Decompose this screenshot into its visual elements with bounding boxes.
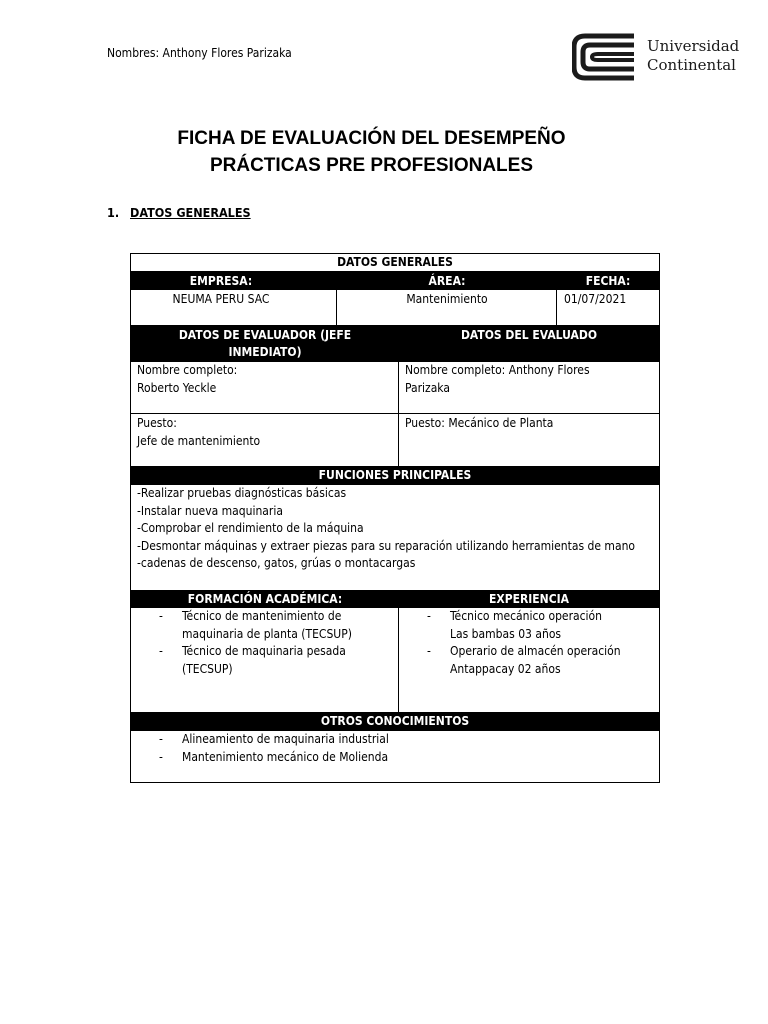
evaluated-name-line-1: Nombre completo: Anthony Flores: [405, 363, 590, 377]
empresa-value: NEUMA PERU SAC: [172, 292, 270, 306]
education-item: - Técnico de maquinaria pesada (TECSUP): [131, 643, 398, 678]
form-top-header: DATOS GENERALES: [337, 255, 453, 269]
other-knowledge-list: [131, 731, 659, 766]
fecha-value: 01/07/2021: [564, 292, 627, 306]
evaluated-position: Puesto: Mecánico de Planta: [405, 416, 554, 430]
evaluator-name-value: Roberto Yeckle: [137, 380, 217, 395]
other-knowledge-item: - Alineamiento de maquinaria industrial: [131, 731, 659, 749]
area-label: ÁREA:: [428, 274, 466, 288]
area-value: Mantenimiento: [406, 292, 488, 306]
education-list: [131, 608, 398, 678]
empresa-label: EMPRESA:: [189, 274, 253, 288]
logo-mark-icon: [572, 33, 636, 81]
student-name: Nombres: Anthony Flores Parizaka: [107, 46, 292, 60]
page-title-line-1: FICHA DE EVALUACIÓN DEL DESEMPEÑO: [177, 128, 566, 149]
university-logo: [572, 33, 744, 81]
evaluated-header: DATOS DEL EVALUADO: [460, 328, 598, 342]
evaluator-position: [137, 415, 260, 450]
experience-list: [399, 608, 659, 678]
other-knowledge-item: - Mantenimiento mecánico de Molienda: [131, 749, 659, 767]
evaluator-name-label: Nombre completo:: [137, 363, 238, 377]
evaluator-position-value: Jefe de mantenimiento: [137, 433, 261, 448]
logo-line-1: Universidad: [647, 37, 740, 55]
experience-item: - Operario de almacén operación Antappacay 02 años: [399, 643, 659, 678]
section-number: 1.: [107, 205, 120, 220]
education-header: FORMACIÓN ACADÉMICA:: [187, 592, 343, 606]
function-item: -Comprobar el rendimiento de la máquina: [137, 521, 364, 535]
function-item: -Instalar nueva maquinaria: [137, 503, 283, 518]
functions-header: FUNCIONES PRINCIPALES: [131, 466, 659, 485]
evaluation-form: [130, 253, 660, 783]
education-item: - Técnico de mantenimiento de maquinaria de planta (TECSUP): [131, 608, 398, 643]
evaluator-position-label: Puesto:: [137, 416, 177, 430]
evaluated-name: [405, 362, 590, 397]
page-title-line-2: PRÁCTICAS PRE PROFESIONALES: [209, 155, 534, 176]
experience-item: - Técnico mecánico operación Las bambas 03 años: [399, 608, 659, 643]
other-knowledge-header: OTROS CONOCIMIENTOS: [131, 712, 659, 731]
evaluator-name: [137, 362, 237, 397]
fecha-label: FECHA:: [585, 274, 631, 288]
section-heading: [107, 205, 251, 220]
logo-line-2: Continental: [647, 56, 736, 74]
function-item: -Realizar pruebas diagnósticas básicas: [137, 486, 347, 500]
evaluator-header-line-1: DATOS DE EVALUADOR (JEFE: [178, 328, 352, 342]
functions-list: [137, 485, 635, 573]
section-title: DATOS GENERALES: [130, 205, 251, 220]
function-item: -cadenas de descenso, gatos, grúas o montacargas: [137, 556, 416, 570]
evaluated-name-line-2: Parizaka: [405, 380, 450, 395]
evaluator-header: [131, 327, 399, 361]
experience-header: EXPERIENCIA: [488, 592, 570, 606]
function-item: -Desmontar máquinas y extraer piezas para su reparación utilizando herramientas de mano: [137, 538, 636, 553]
evaluator-header-line-2: INMEDIATO): [228, 345, 302, 359]
